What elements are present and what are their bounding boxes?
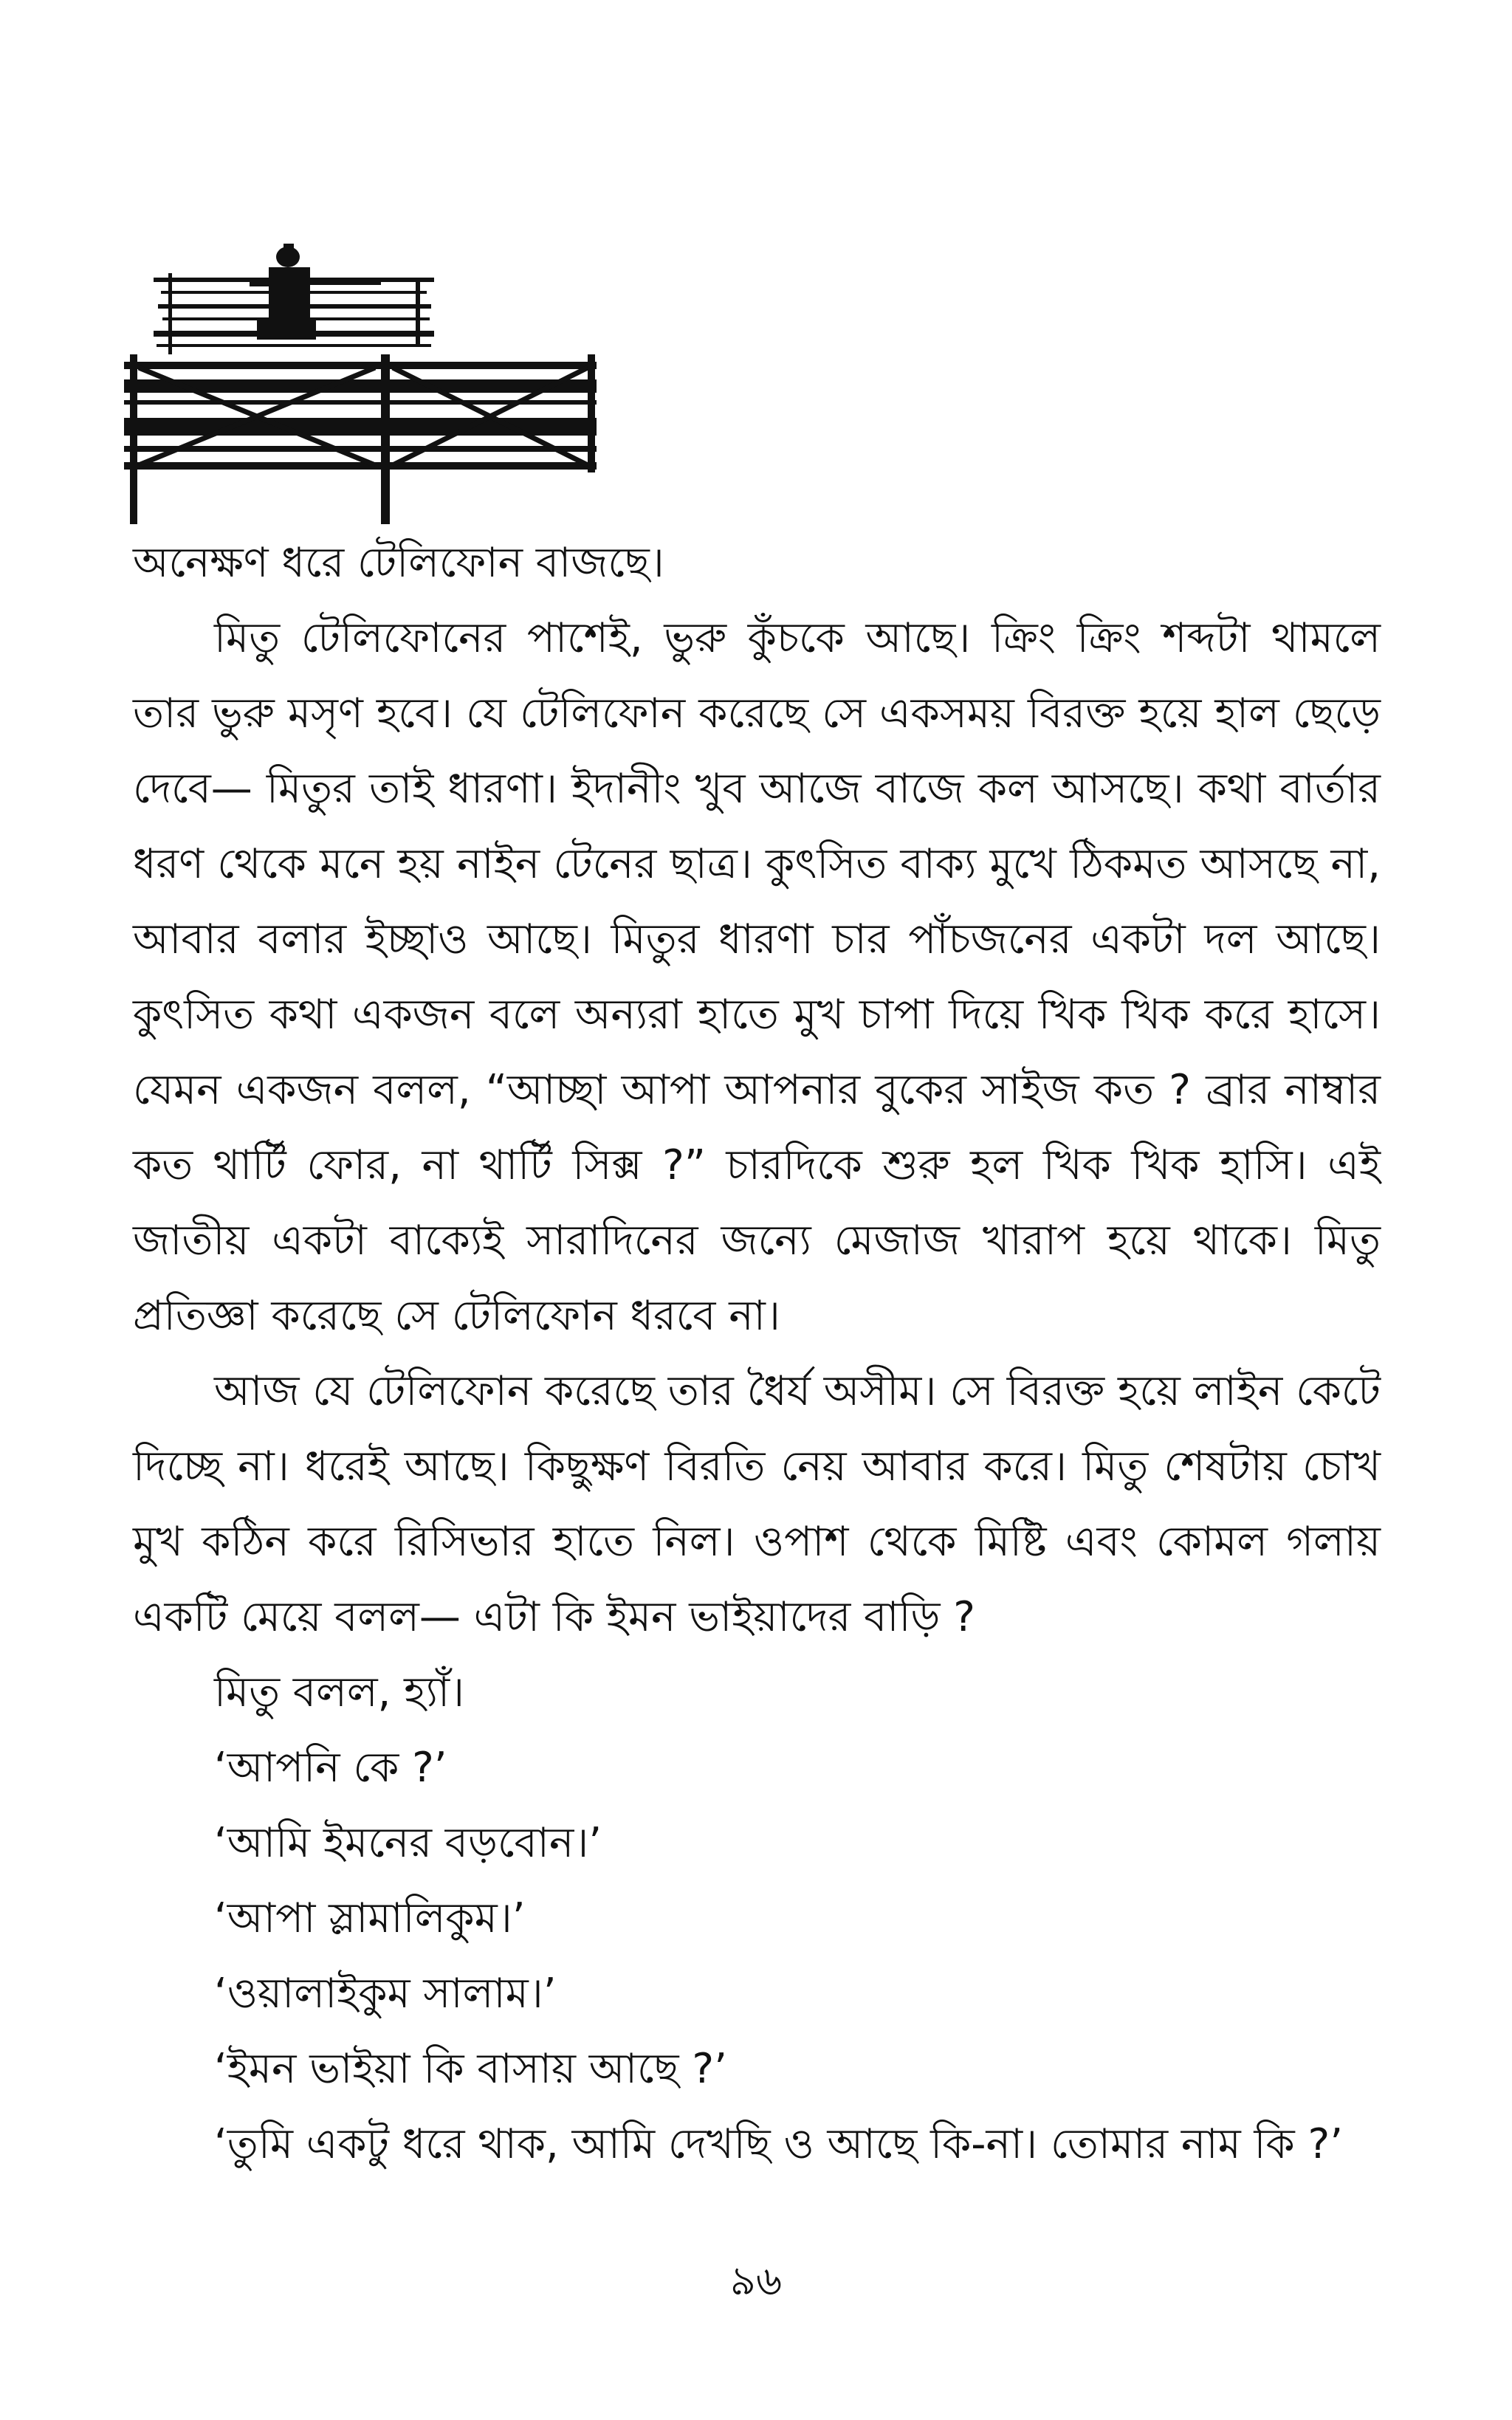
- paragraph-caller-patience: আজ যে টেলিফোন করেছে তার ধৈর্য অসীম। সে বিরক্ত হয়ে লাইন কেটে দিচ্ছে না। ধরেই আছে। কিছুক্ষণ বিরতি নেয় আবার করে। মিতু শেষটায় চোখ মুখ কঠিন করে রিসিভার হাতে নিল। ওপাশ থেকে মিষ্টি এবং কোমল গলায় একটি মেয়ে বলল— এটা কি ইমন ভাইয়াদের বাড়ি ?: [133, 1367, 1381, 1641]
- dialogue-line: ‘তুমি একটু ধরে থাক, আমি দেখছি ও আছে কি-না। তোমার নাম কি ?’: [214, 2120, 1343, 2168]
- page-number: ৯৬: [729, 2258, 783, 2304]
- dialogue-line: ‘আমি ইমনের বড়বোন।’: [214, 1819, 602, 1867]
- dialogue-line: ‘ইমন ভাইয়া কি বাসায় আছে ?’: [214, 2045, 727, 2093]
- story-text: [133, 526, 1381, 2182]
- dialogue-line: ‘আপনি কে ?’: [214, 1744, 447, 1792]
- dialogue-line: ‘আপা স্লামালিকুম।’: [214, 1894, 526, 1942]
- dialogue-line: মিতু বলল, হ্যাঁ।: [214, 1668, 465, 1716]
- bench-sitting-figure-illustration: [124, 244, 611, 524]
- dialogue-line: ‘ওয়ালাইকুম সালাম।’: [214, 1970, 557, 2018]
- paragraph-mitu-telephone: মিতু টেলিফোনের পাশেই, ভুরু কুঁচকে আছে। ক্রিং ক্রিং শব্দটা থামলে তার ভুরু মসৃণ হবে। যে টেলিফোন করেছে সে একসময় বিরক্ত হয়ে হাল ছেড়ে দেবে— মিতুর তাই ধারণা। ইদানীং খুব আজে বাজে কল আসছে। কথা বার্তার ধরণ থেকে মনে হয় নাইন টেনের ছাত্র। কুৎসিত বাক্য মুখে ঠিকমত আসছে না, আবার বলার ইচ্ছাও আছে। মিতুর ধারণা চার পাঁচজনের একটা দল আছে। কুৎসিত কথা একজন বলে অন্যরা হাতে মুখ চাপা দিয়ে খিক খিক করে হাসে। যেমন একজন বলল, “আচ্ছা আপা আপনার বুকের সাইজ কত ? ব্রার নাম্বার কত থার্টি ফোর, না থার্টি সিক্স ?” চারদিকে শুরু হল খিক খিক হাসি। এই জাতীয় একটা বাক্যেই সারাদিনের জন্যে মেজাজ খারাপ হয়ে থাকে। মিতু প্রতিজ্ঞা করেছে সে টেলিফোন ধরবে না।: [133, 614, 1381, 1340]
- paragraph-opening: অনেক্ষণ ধরে টেলিফোন বাজছে।: [133, 539, 664, 587]
